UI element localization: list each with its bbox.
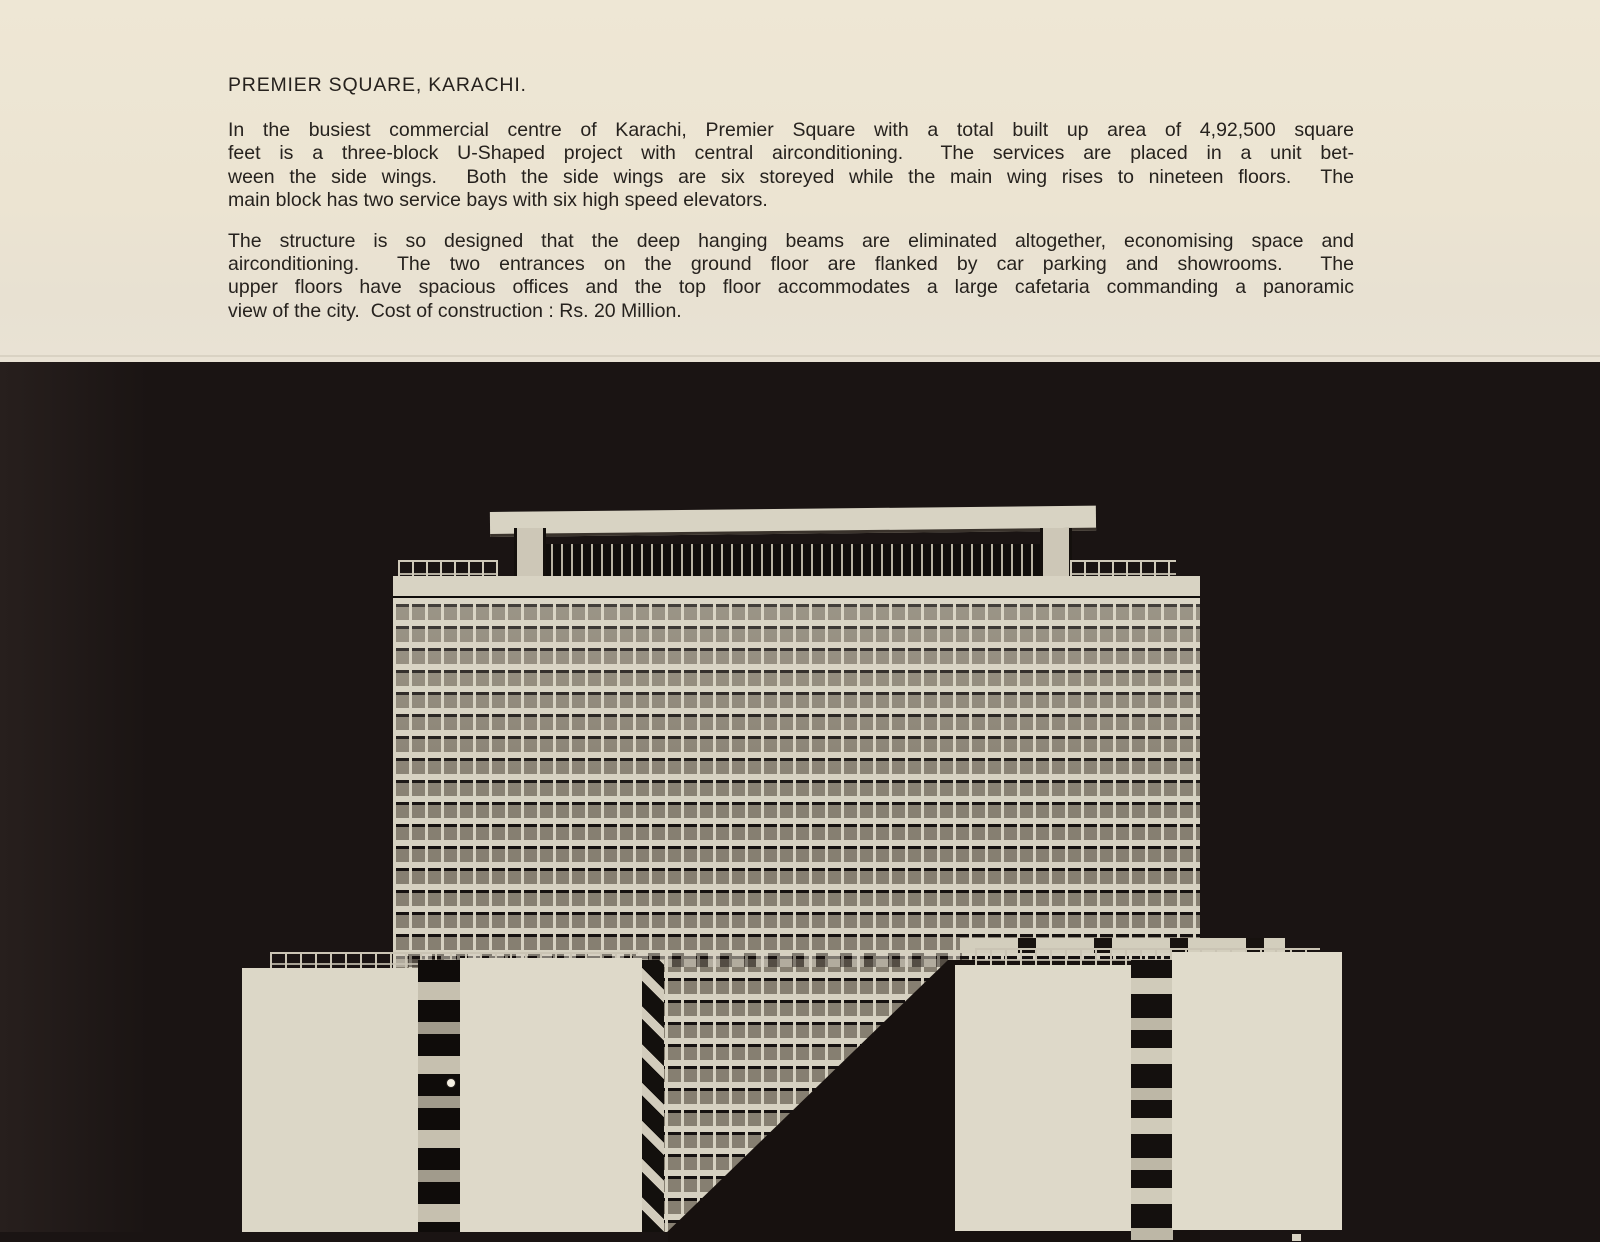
paragraph-2-line-4: view of the city. Cost of construction : Rs. 20 Million. xyxy=(228,299,682,322)
paragraph-2 xyxy=(228,230,1354,324)
paragraph-2-line-3: upper floors have spacious offices and the top floor accommodates a large cafetaria commanding a panoramic xyxy=(228,276,1354,299)
roof-slab xyxy=(490,506,1096,537)
article-text-block xyxy=(228,74,1354,340)
paragraph-2-line-1: The structure is so designed that the deep hanging beams are eliminated altogether, economising space and xyxy=(228,229,1354,252)
tower-parapet xyxy=(393,576,1200,598)
left-wing-stair-strip xyxy=(418,960,460,1242)
paragraph-2-line-2: airconditioning. The two entrances on the ground floor are flanked by car parking and showrooms. The xyxy=(228,253,1354,276)
right-wing-stair-strip xyxy=(1131,960,1173,1242)
model-photograph xyxy=(0,362,1600,1242)
left-wing-left-slab xyxy=(242,968,418,1232)
paragraph-1-line-2: feet is a three-block U-Shaped project with central airconditioning. The services are placed in a unit bet- xyxy=(228,142,1354,165)
article-title: PREMIER SQUARE, KARACHI. xyxy=(228,74,527,96)
ground-shadow xyxy=(0,1232,668,1242)
paragraph-1-line-1: In the busiest commercial centre of Karachi, Premier Square with a total built up area of 4,92,500 square xyxy=(228,119,1354,141)
left-wing-right-slab xyxy=(460,958,642,1236)
right-wing-left-slab xyxy=(955,965,1131,1231)
right-wing-right-slab xyxy=(1172,952,1342,1230)
photo-speck xyxy=(1292,1234,1301,1241)
paragraph-1-line-4: main block has two service bays with six high speed elevators. xyxy=(228,189,768,212)
paper-top-section xyxy=(0,0,1600,362)
paper-fold-line xyxy=(0,355,1600,357)
paragraph-1 xyxy=(228,119,1354,213)
model-highlight-dot xyxy=(446,1078,456,1088)
paragraph-1-line-3: ween the side wings. Both the side wings are six storeyed while the main wing rises to nineteen floors. The xyxy=(228,165,1354,188)
